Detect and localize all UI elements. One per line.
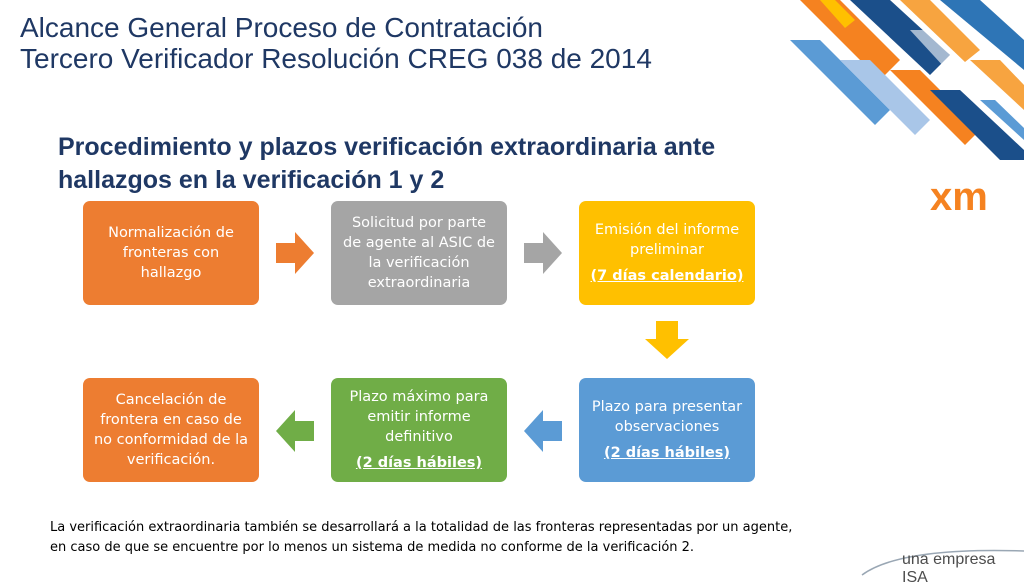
arrow-left-1-icon [524, 410, 562, 452]
title-line-2: Tercero Verificador Resolución CREG 038 de 2014 [20, 43, 652, 74]
arrow-right-2-shape [524, 232, 562, 274]
step-5-text: Plazo máximo para emitir informe definitivo [349, 389, 489, 445]
step-4-duration: (2 días hábiles) [603, 445, 731, 461]
arrow-left-1-shape [524, 410, 562, 452]
arrow-right-2-icon [524, 232, 562, 274]
step-3-box [579, 201, 755, 305]
title-line-1: Alcance General Proceso de Contratación [20, 12, 543, 43]
arrow-left-2-icon [276, 410, 314, 452]
step-3-duration: (7 días calendario) [590, 268, 744, 284]
step-1-box [83, 201, 259, 305]
step-2-text: Solicitud por parte de agente al ASIC de la verificación extraordinaria [343, 215, 495, 291]
brand-tagline: una empresa ISA [902, 551, 996, 586]
footnote-text: La verificación extraordinaria también se desarrollará a la totalidad de las fronteras representadas por un agente, en caso de que se encuentre por lo menos un sistema de medida no conforme de la verificación 2. [50, 520, 793, 555]
corner-decoration-graphic [780, 0, 1024, 160]
arrow-left-2-shape [276, 410, 314, 452]
step-5-box [331, 378, 507, 482]
step-1-text: Normalización de fronteras con hallazgo [108, 225, 234, 281]
step-4-box [579, 378, 755, 482]
arrow-right-1-icon [276, 232, 314, 274]
step-6-text: Cancelación de frontera en caso de no conformidad de la verificación. [93, 392, 249, 468]
section-title: Procedimiento y plazos verificación extraordinaria ante hallazgos en la verificación 1 y 2 [58, 133, 716, 194]
arrow-down-shape [645, 321, 689, 359]
step-4-text: Plazo para presentar observaciones [591, 399, 743, 435]
step-6-box [83, 378, 259, 482]
step-3-text: Emisión del informe preliminar [594, 222, 740, 258]
xm-logo [928, 172, 1000, 226]
arrow-down-icon [645, 321, 689, 359]
page-title [20, 12, 652, 74]
step-5-duration: (2 días hábiles) [355, 455, 483, 471]
arrow-right-1-shape [276, 232, 314, 274]
step-2-box [331, 201, 507, 305]
xm-logo-text: xm [930, 175, 988, 219]
